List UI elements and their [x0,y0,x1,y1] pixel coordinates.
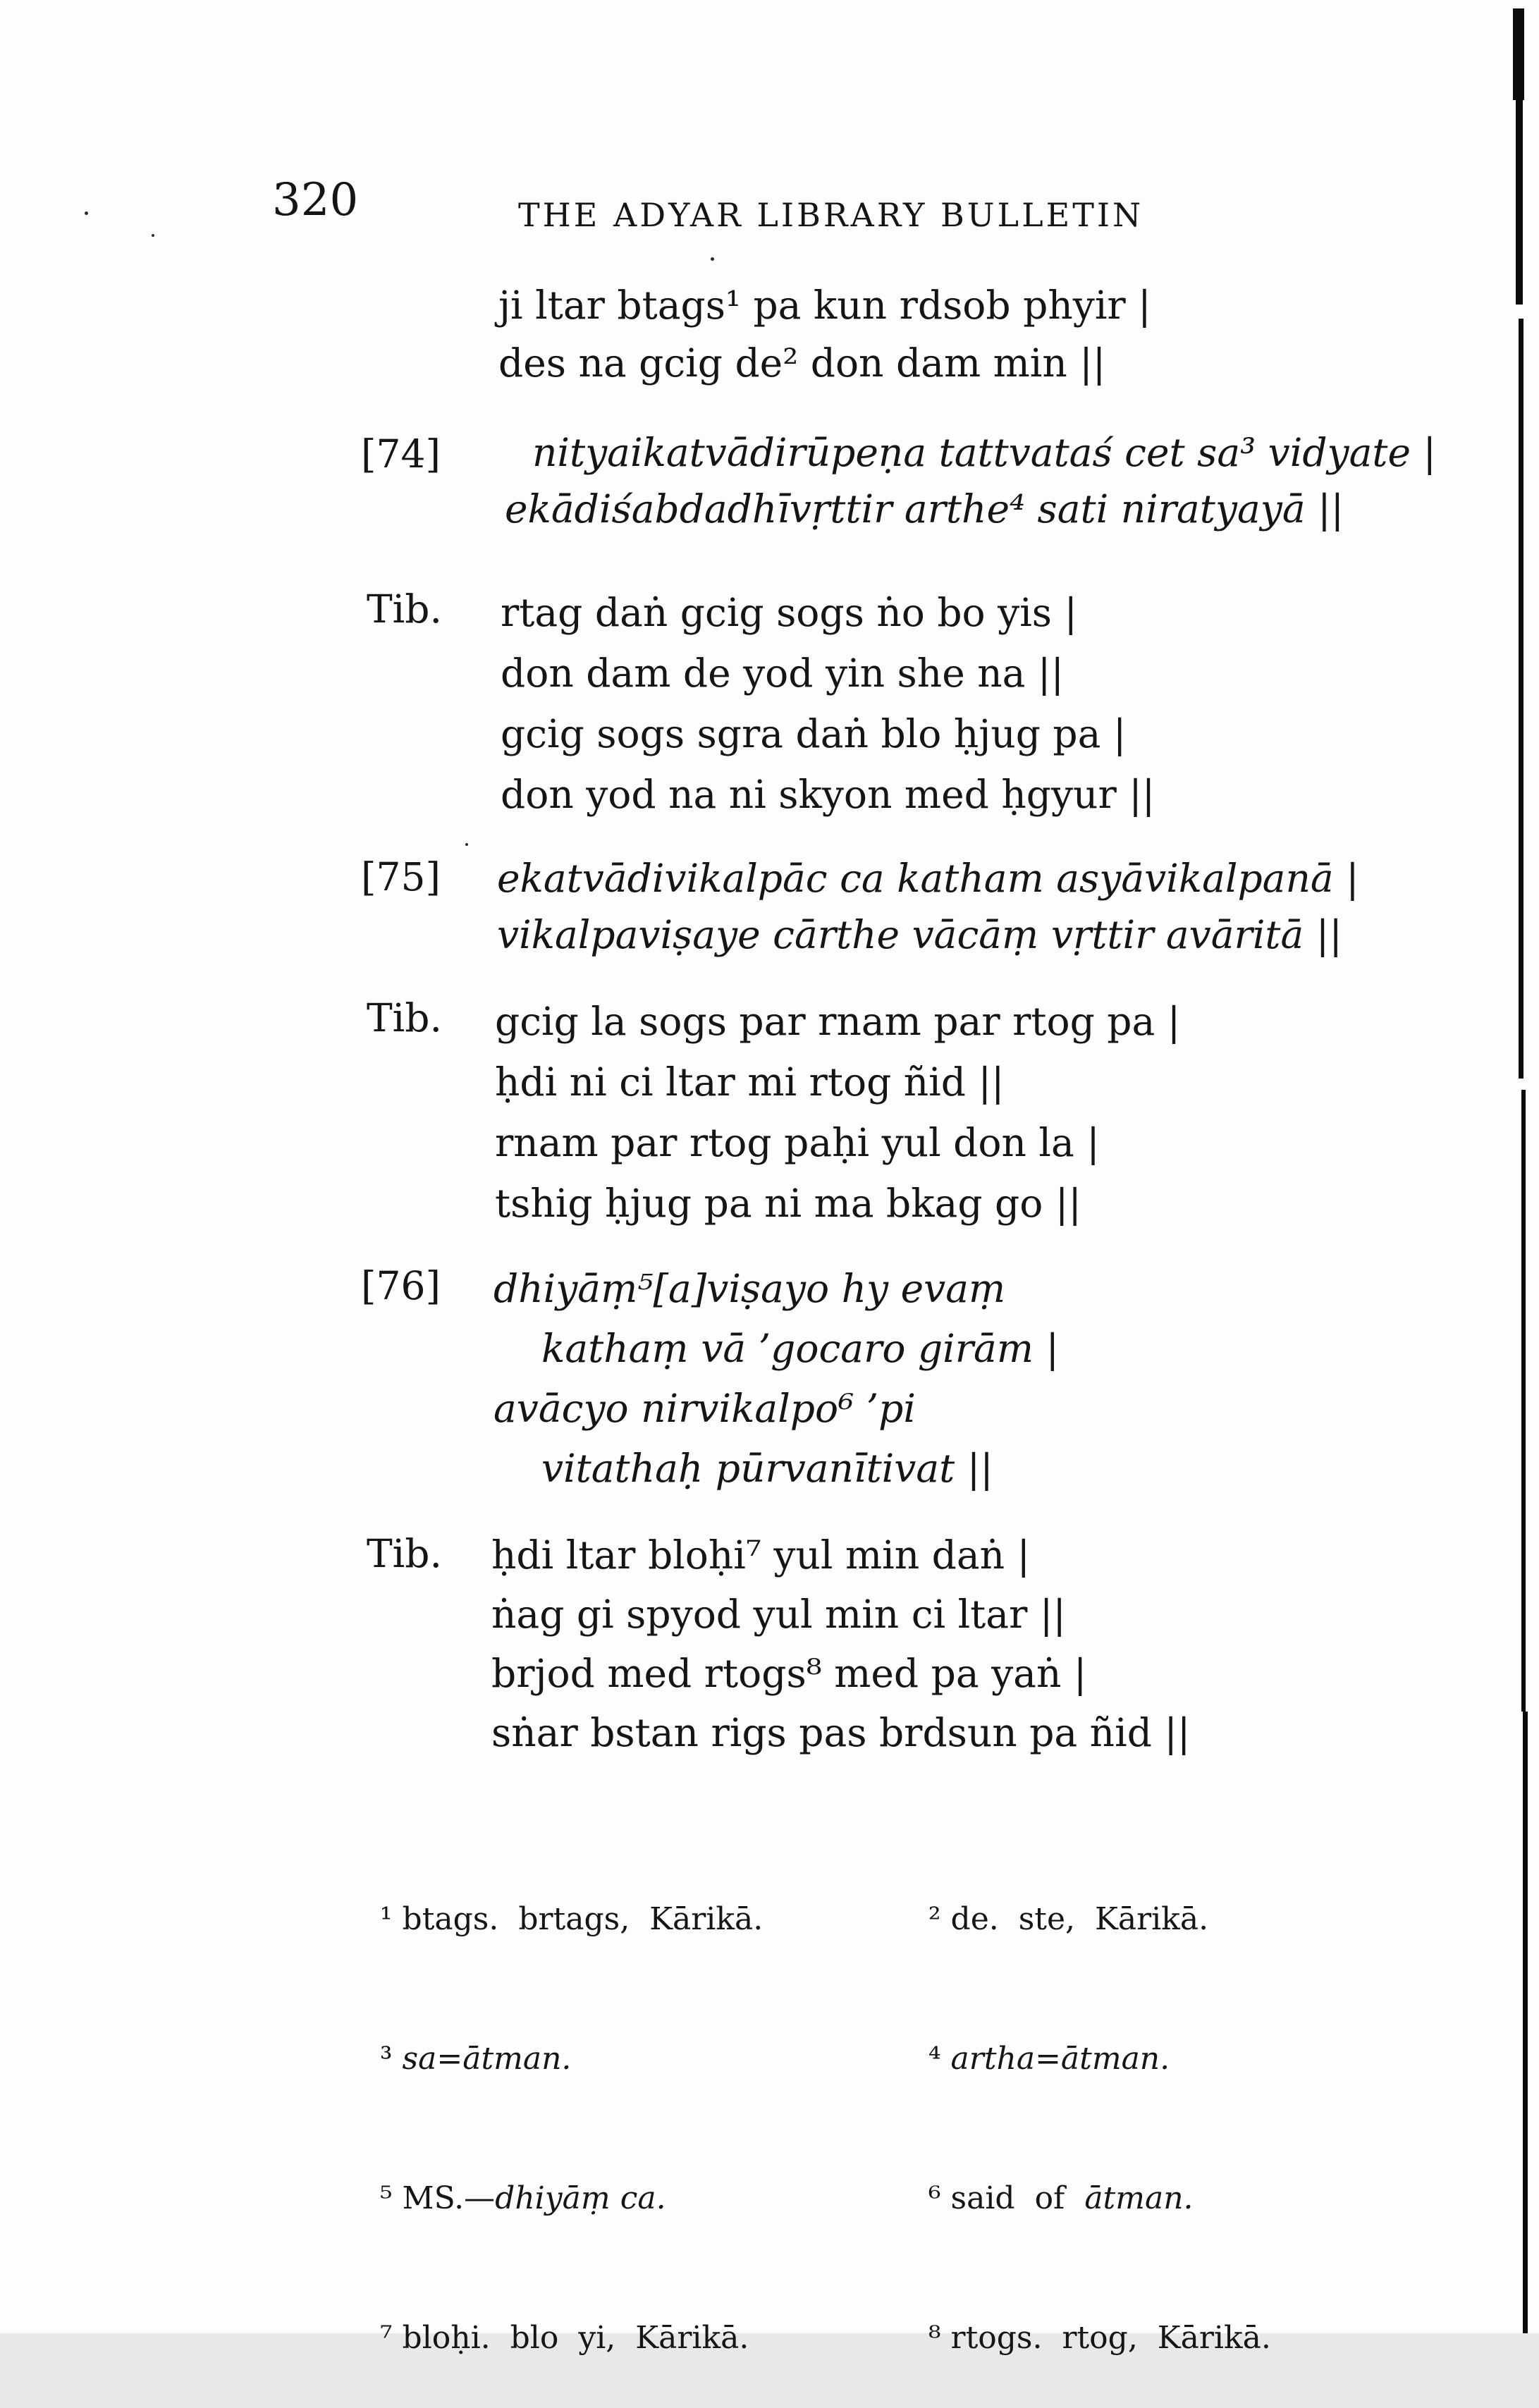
page-number: 320 [272,174,359,226]
verse-line: nityaikatvādirūpeṇa tattvataś cet sa³ vidyate | [532,430,1437,475]
verse-line: brjod med rtogs⁸ med pa yaṅ | [491,1651,1087,1696]
footnote-6 [869,2129,1271,2268]
verse-74-tibetan [501,582,1155,825]
verse-line: kathaṃ vā ’gocaro girām | [541,1326,1060,1371]
verse-75-tibetan [495,991,1180,1234]
footnote-2 [869,1850,1271,1989]
footnote-text: sa=ātman. [402,2041,572,2077]
verse-line: avācyo nirvikalpo⁶ ’pi [493,1386,916,1431]
scan-speckle [711,257,714,261]
scan-speckle [465,843,468,846]
verse-line: gcig sogs sgra daṅ blo ḥjug pa | [501,711,1127,756]
verse-line: ḥdi ni ci ltar mi rtog ñid || [495,1059,1005,1105]
scan-binding-edge [1516,99,1523,305]
footnote-text: ¹ btags. brtags, Kārikā. [379,1901,764,1937]
verse-76-sanskrit [493,1259,1059,1499]
footnote-4 [869,1989,1271,2129]
footnote-marker: ³ [379,2041,403,2077]
scan-binding-edge [1519,319,1523,1079]
scan-binding-edge [1521,1090,1526,1712]
verse-line: ekādiśabdadhīvṛttir arthe⁴ sati niratyayā || [505,486,1344,532]
verse-line: don yod na ni skyon med ḥgyur || [501,772,1155,817]
footnote-5 [321,2129,763,2268]
verse-line: rnam par rtog paḥi yul don la | [495,1120,1100,1165]
verse-label: [74] [361,431,441,477]
scan-binding-edge [1513,8,1524,100]
verse-74-sanskrit [505,424,1436,537]
footnote-text: ātman. [1084,2180,1194,2216]
verse-line: des na gcig de² don dam min || [498,340,1106,386]
verse-line: rtag daṅ gcig sogs ṅo bo yis | [501,590,1078,635]
verse-label: [76] [361,1263,441,1308]
footnote-7 [321,2268,763,2408]
footnote-text: artha=ātman. [950,2041,1170,2077]
footnote-1 [321,1850,763,1989]
verse-continuation [498,276,1151,392]
footnote-column-right [869,1850,1271,2408]
verse-line: vitathaḥ pūrvanītivat || [541,1446,993,1491]
tibetan-label: Tib. [367,1531,442,1576]
footnote-text: ⁸ rtogs. rtog, Kārikā. [928,2320,1271,2356]
verse-line: ji ltar btags¹ pa kun rdsob phyir | [498,283,1151,328]
footnote-text: ⁶ said of [928,2180,1085,2216]
tibetan-label: Tib. [367,586,442,632]
verse-line: ṅag gi spyod yul min ci ltar || [491,1592,1066,1637]
footnote-text: ⁵ MS.— [379,2180,496,2216]
verse-76-tibetan [491,1525,1190,1762]
verse-line: sṅar bstan rigs pas brdsun pa ñid || [491,1710,1191,1755]
verse-line: ekatvādivikalpāc ca katham asyāvikalpanā | [497,856,1359,901]
scan-speckle [85,211,88,215]
verse-line: vikalpaviṣaye cārthe vācāṃ vṛttir avāritā || [497,912,1342,957]
verse-line: gcig la sogs par rnam par rtog pa | [495,999,1181,1044]
verse-label: [75] [361,854,441,899]
footnote-text: ² de. ste, Kārikā. [928,1901,1209,1937]
verse-line: dhiyāṃ⁵[a]viṣayo hy evaṃ [493,1266,1006,1311]
tibetan-label: Tib. [367,995,442,1040]
verse-line: ḥdi ltar bloḥi⁷ yul min daṅ | [491,1532,1031,1578]
scan-binding-edge [1523,1712,1528,2333]
footnote-3 [321,1989,763,2129]
footnote-text: dhiyāṃ ca. [495,2180,666,2216]
footnote-8 [869,2268,1271,2408]
verse-line: tshig ḥjug pa ni ma bkag go || [495,1181,1081,1226]
verse-line: don dam de yod yin she na || [501,651,1064,696]
footnote-text: ⁷ bloḥi. blo yi, Kārikā. [379,2320,749,2356]
scan-speckle [152,234,154,237]
journal-title: THE ADYAR LIBRARY BULLETIN [518,196,1144,234]
footnote-column-left [321,1850,763,2408]
footnote-marker: ⁴ [928,2041,951,2077]
verse-75-sanskrit [497,850,1359,963]
